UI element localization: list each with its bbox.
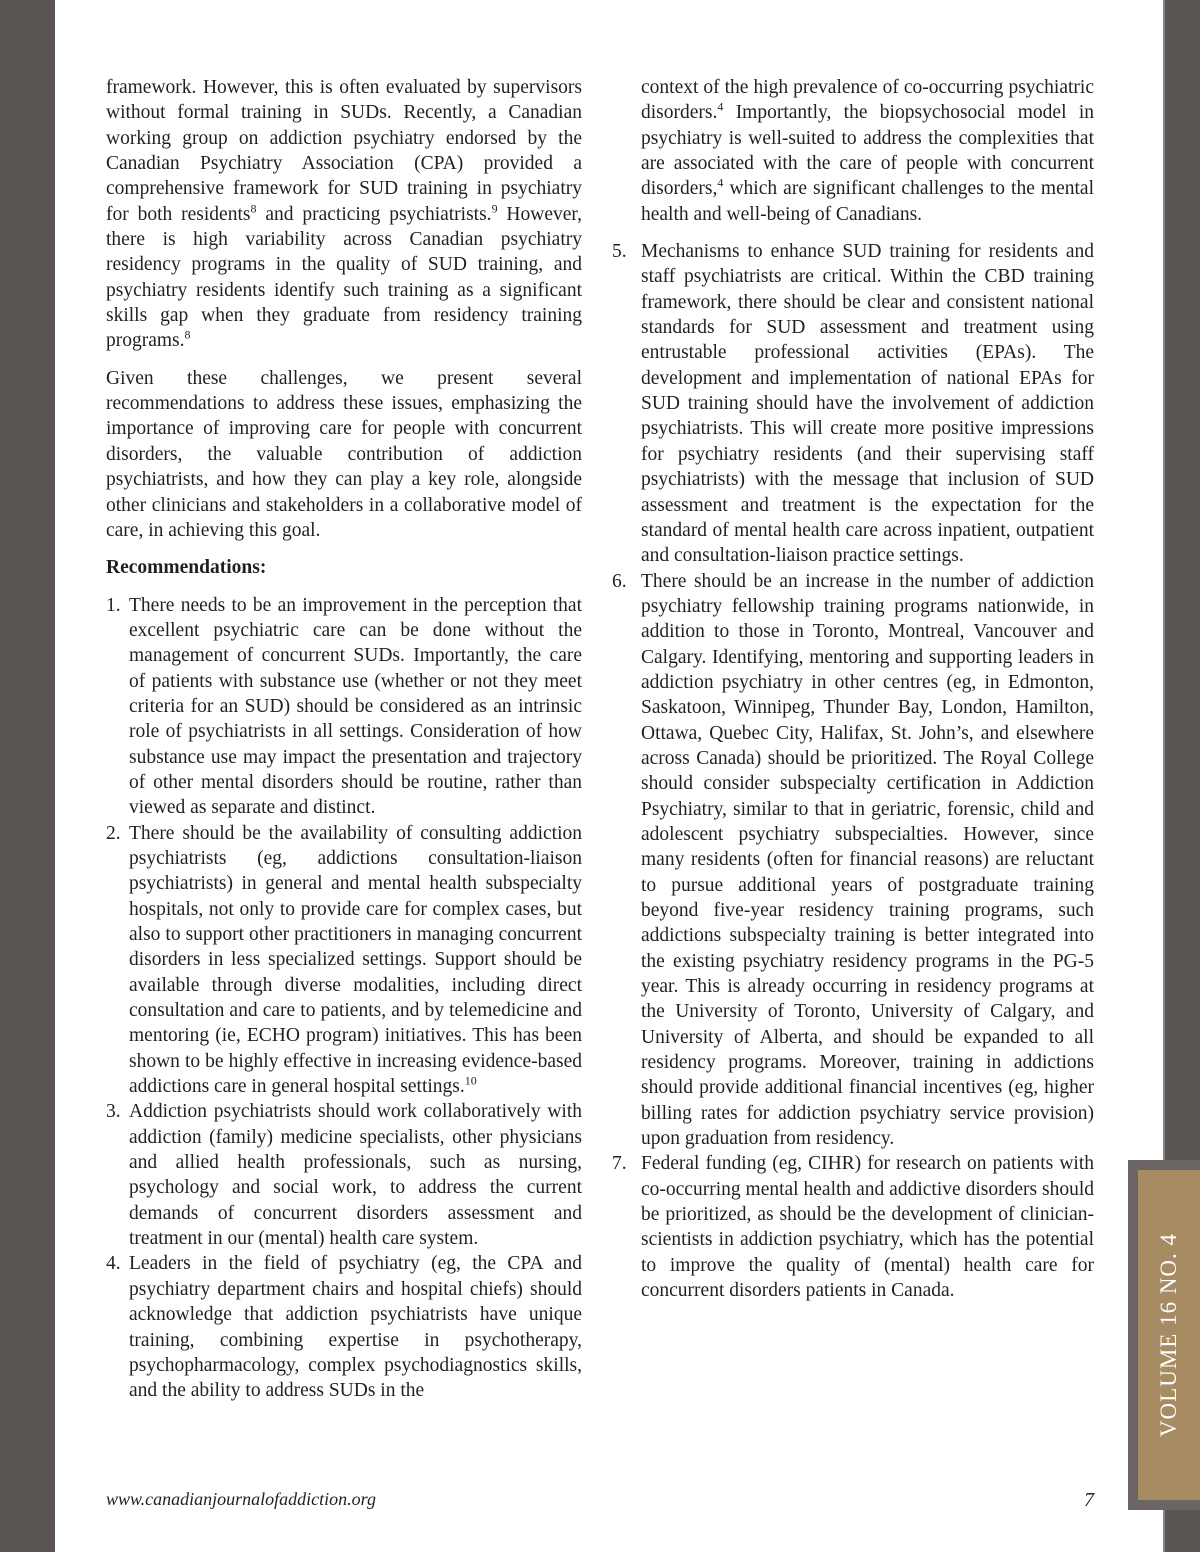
recommendations-list-continued xyxy=(612,239,1094,1303)
list-item: 1. There needs to be an improvement in the perception that excellent psychiatric care can be done without the management of concurrent SUDs. Importantly, the care of patients with substance use (whether or not they meet criteria for an SUD) should be considered as an intrinsic role of psychiatrists in all settings. Consideration of how substance use may impact the presentation and trajectory of other mental disorders should be routine, rather than viewed as separate and distinct. xyxy=(106,594,582,819)
journal-url[interactable]: www.canadianjournalofaddiction.org xyxy=(106,1489,377,1509)
list-item: 3. Addiction psychiatrists should work collaboratively with addiction (family) medicine specialists, other physicians and allied health professionals, such as nursing, psychology and social work, to address the current demands of concurrent disorders assessment and treatment in our (mental) health care system. xyxy=(106,1101,582,1250)
citation: 4 xyxy=(717,175,724,190)
list-item-continuation: context of the high prevalence of co-occurring psychiatric disorders.$^4$ Importantly, the biopsychosocial model in psychiatry is well-suited to address the complexities that are associated with the care of people with concurrent disorders,$^4$ which are significant challenges to the mental health and well-being of Canadians. xyxy=(641,77,1094,225)
recommendations-list xyxy=(106,593,582,1404)
challenges-paragraph: Given these challenges, we present several recommendations to address these issues, emphasizing the importance of improving care for people with concurrent disorders, the valuable contribution of addiction psychiatrists, and how they can play a key role, alongside other clinicians and stakeholders in a collaborative model of care, in achieving this goal. xyxy=(106,367,582,541)
list-item: 6. There should be an increase in the number of addiction psychiatry fellowship training programs nationwide, in addition to those in Toronto, Montreal, Vancouver and Calgary. Identifying, mentoring and supporting leaders in addiction psychiatry in other centres (eg, in Edmonton, Saskatoon, Winnipeg, Thunder Bay, London, Hamilton, Ottawa, Quebec City, Halifax, St. John’s, and elsewhere across Canada) should be prioritized. The Royal College should consider subspecialty certification in Addiction Psychiatry, similar to that in geriatric, forensic, child and adolescent psychiatry subspecialties. However, since many residents (often for financial reasons) are reluctant to pursue additional years of postgraduate training beyond five-year residency training programs, such addictions subspecialty training is better integrated into the existing psychiatry residency programs in the PG-5 year. This is already occurring in residency programs at the University of Toronto, University of Calgary, and University of Alberta, and should be expanded to all residency programs. Moreover, training in addictions should provide additional financial incentives (eg, higher billing rates for addiction psychiatry service provision) upon graduation from residency. xyxy=(612,570,1094,1150)
list-item: 2. There should be the availability of consulting addiction psychiatrists (eg, addictions consultation-liaison psychiatrists) in general and mental health subspecialty hospitals, not only to provide care for complex cases, but also to support other practitioners in managing concurrent disorders in less specialized settings. Support should be available through diverse modalities, including direct consultation and care to patients, and by telemedicine and mentoring (ie, ECHO program) initiatives. This has been shown to be highly effective in increasing evidence-based addictions care in general hospital settings.$^{10}$ xyxy=(106,822,582,1098)
right-column xyxy=(612,75,1094,1304)
recommendations-heading: Recommendations: xyxy=(106,557,267,579)
citation: 8 xyxy=(184,327,191,342)
citation: 8 xyxy=(250,201,257,216)
intro-paragraph: framework. However, this is often evaluated by supervisors without formal training in SUDs. Recently, a Canadian working group on addiction psychiatry endorsed by the Canadian Psychiatry Association (CPA) provided a comprehensive framework for SUD training in psychiatry for both residents$^8$ and practicing psychiatrists.$^9$ However, there is high variability across Canadian psychiatry residency programs in the quality of SUD training, and psychiatry residents identify such training as a significant skills gap when they graduate from residency training programs.$^8$ xyxy=(106,77,582,352)
citation: 9 xyxy=(491,201,498,216)
citation: 4 xyxy=(717,99,724,114)
volume-label: VOLUME 16 NO. 4 xyxy=(1156,1232,1181,1438)
list-item: 4. Leaders in the field of psychiatry (eg, the CPA and psychiatry department chairs and hospital chiefs) should acknowledge that addiction psychiatrists have unique training, combining expertise in psychotherapy, psychopharmacology, complex psychodiagnostics skills, and the ability to address SUDs in the xyxy=(106,1253,582,1402)
citation: 10 xyxy=(464,1073,477,1088)
list-item: 7. Federal funding (eg, CIHR) for research on patients with co-occurring mental health and addictive disorders should be prioritized, as should be the development of clinician-scientists in addiction psychiatry, which has the potential to improve the quality of (mental) health care for concurrent disorders patients in Canada. xyxy=(612,1153,1094,1302)
left-margin-bar xyxy=(0,0,55,1552)
list-item: 5. Mechanisms to enhance SUD training for residents and staff psychiatrists are critical. Within the CBD training framework, there should be clear and consistent national standards for SUD assessment and treatment using entrustable professional activities (EPAs). The development and implementation of national EPAs for SUD training should have the involvement of addiction psychiatrists. This will create more positive impressions for psychiatry residents (and their supervising staff psychiatrists) with the message that inclusion of SUD assessment and treatment is the expectation for the standard of mental health care across inpatient, outpatient and consultation-liaison practice settings. xyxy=(612,241,1094,567)
page-number: 7 xyxy=(1084,1489,1094,1511)
left-column xyxy=(106,75,582,1404)
